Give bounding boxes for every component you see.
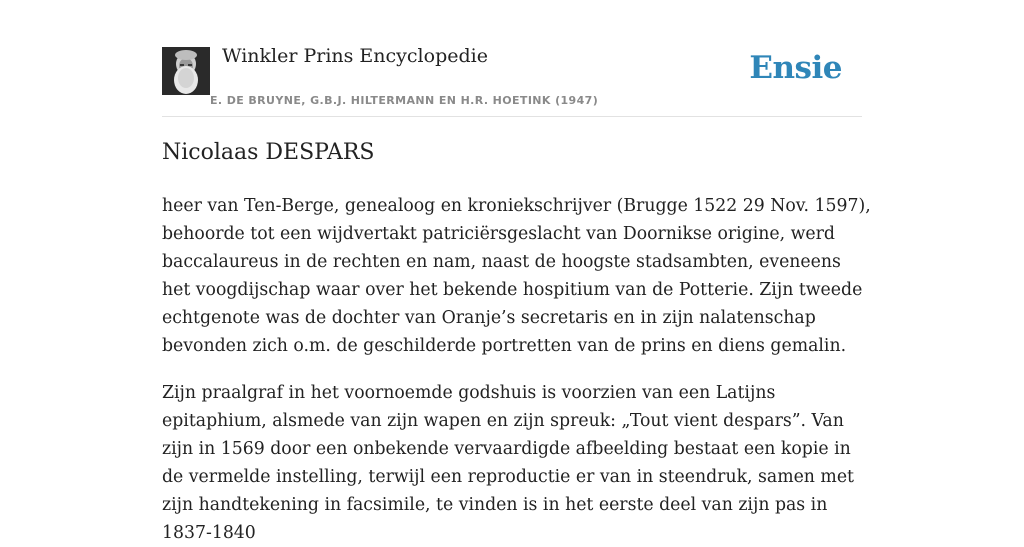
article-paragraph: Zijn praalgraf in het voornoemde godshuis is voorzien van een Latijns epitaphium, alsmede van zijn wapen en zijn spreuk: „Tout vient despars”. Van zijn in 1569 door een onbekende vervaardigde afbeelding bestaat een kopie in de vermelde instelling, terwijl een reproductie er van in steendruk, samen met zijn handtekening in facsimile, te vinden is in het eerste deel van zijn pas in 1837-1840: [162, 383, 854, 543]
bearded-man-portrait-icon: [162, 47, 210, 95]
site-header: [162, 0, 862, 117]
site-title[interactable]: Winkler Prins Encyclopedie: [222, 45, 488, 67]
site-authors: E. DE BRUYNE, G.B.J. HILTERMANN EN H.R. HOETINK (1947): [210, 94, 599, 107]
author-avatar[interactable]: [162, 47, 210, 95]
brand-logo[interactable]: Ensie: [749, 50, 842, 86]
article-paragraph: heer van Ten-Berge, genealoog en kroniekschrijver (Brugge 1522 29 Nov. 1597), behoorde tot een wijdvertakt patriciërsgeslacht van Doornikse origine, werd baccalaureus in de rechten en nam, naast de hoogste stadsambten, eveneens het voogdijschap waar over het bekende hospitium van de Potterie. Zijn tweede echtgenote was de dochter van Oranje’s secretaris en in zijn nalatenschap bevonden zich o.m. de geschilderde portretten van de prins en diens gemalin.: [162, 196, 871, 356]
article-title: Nicolaas DESPARS: [162, 140, 375, 165]
